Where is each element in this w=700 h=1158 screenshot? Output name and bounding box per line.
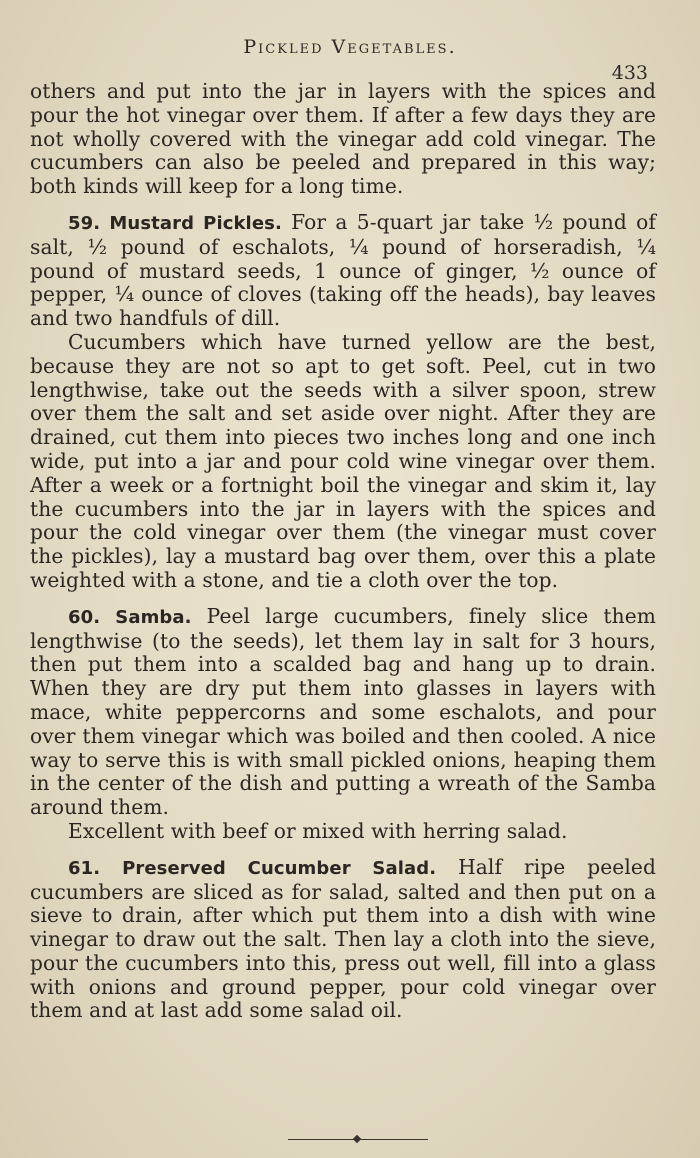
recipe-number: 60. <box>68 606 101 628</box>
page-number: 433 <box>611 62 648 84</box>
recipe-text: Half ripe peeled cucumbers are sliced as for salad, salted and then put on a sieve to drain, after which put them into a dish with wine vinegar to draw out the salt. Then lay a cloth into the sieve, pour the cucumbers into this, press out well, fill into a glass with onions and ground pepper, pour cold vinegar over them and at last add some salad oil. <box>30 854 656 1023</box>
recipe-text: Peel large cucumbers, finely slice them lengthwise (to the seeds), let them lay in salt for 3 hours, then put them into a scalded bag and hang up to drain. When they are dry put them into glasses in layers with mace, white peppercorns and some eschalots, and pour over them vinegar which was boiled and then cooled. A nice way to serve this is with small pickled onions, heaping them in the center of the dish and putting a wreath of the Samba around them. <box>30 603 656 820</box>
recipe-title: Samba. <box>115 606 192 628</box>
recipe-number: 59. <box>68 212 101 234</box>
recipe-59 <box>30 211 656 331</box>
recipe-title: Mustard Pickles. <box>109 212 282 234</box>
recipe-60 <box>30 605 656 820</box>
recipe-60-note: Excellent with beef or mixed with herring salad. <box>68 818 568 843</box>
recipe-59-method: Cucumbers which have turned yellow are the best, because they are not so apt to get soft. Peel, cut in two lengthwise, take out the seeds with a silver spoon, strew over them the salt and set aside over night. After they are drained, cut them into pieces two inches long and one inch wide, put into a jar and pour cold wine vinegar over them. After a week or a fortnight boil the vinegar and skim it, lay the cucumbers into the jar in layers with the spices and pour the cold vinegar over them (the vinegar must cover the pickles), lay a mustard bag over them, over this a plate weighted with a stone, and tie a cloth over the top. <box>30 329 656 592</box>
recipe-title: Preserved Cucumber Salad. <box>122 857 437 879</box>
end-ornament-divider <box>288 1136 428 1144</box>
continued-paragraph: others and put into the jar in layers with the spices and pour the hot vinegar over them. If after a few days they are not wholly covered with the vinegar add cold vinegar. The cucumbers can also be peeled and prepared in this way; both kinds will keep for a long time. <box>30 79 656 199</box>
running-header-title: Pickled Vegetables. <box>243 36 457 58</box>
recipe-ingredients-text: For a 5-quart jar take ½ pound of salt, ½ pound of eschalots, ¼ pound of horseradish, ¼ pound of mustard seeds, 1 ounce of ginger, ½ ounce of pepper, ¼ ounce of cloves (taking off the heads), bay leaves and two handfuls of dill. <box>30 209 656 331</box>
page-body <box>30 80 656 1023</box>
recipe-61 <box>30 856 656 1024</box>
ornament-diamond-icon <box>353 1135 361 1143</box>
recipe-number: 61. <box>68 857 101 879</box>
